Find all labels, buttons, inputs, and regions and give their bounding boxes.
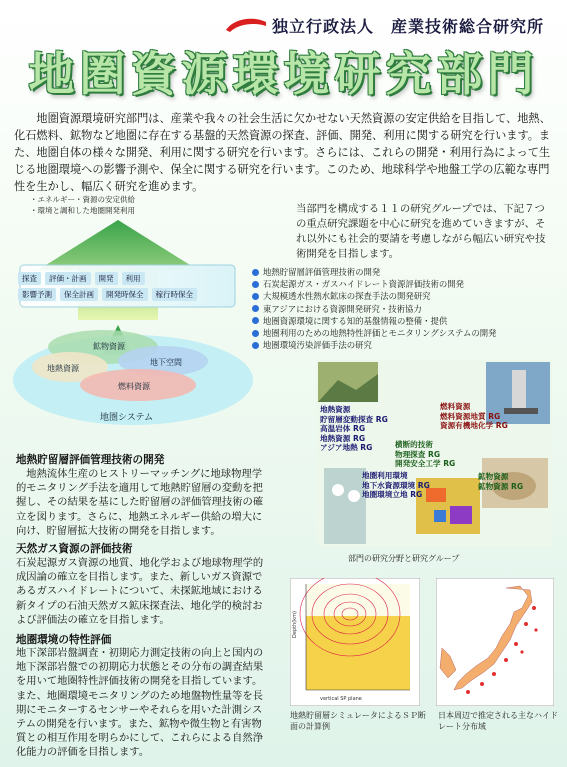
map-caption: 日本周辺で推定される主なハイドレート分布域 — [438, 711, 558, 731]
group-label: 貯留層変動探査 RG — [320, 414, 388, 424]
topic-item: 大規模透水性熱水鉱床の探査手法の開発研究 — [252, 290, 552, 302]
topic-item: 地熱貯留層評価管理技術の開発 — [252, 266, 552, 278]
group-label: 鉱物資源 RG — [478, 481, 524, 491]
topic-item: 地圏利用のための地熱特性評価とモニタリングシステムの開発 — [252, 327, 552, 339]
process-row-2 — [18, 288, 226, 301]
bullet-icon — [252, 330, 259, 337]
process-cell: 開発時保全 — [102, 288, 148, 301]
system-label: 地圏システム — [100, 413, 154, 423]
goal-list — [30, 194, 135, 216]
section-heading: 地熱貯留層評価管理技術の開発 — [16, 454, 165, 466]
sim-ylabel: Depth(km) — [292, 611, 298, 638]
bullet-icon — [252, 305, 259, 312]
process-row-1 — [18, 272, 226, 285]
group-cross — [395, 440, 455, 469]
section-heading: 地圏環境の特性評価 — [16, 634, 112, 646]
process-cell: 利用 — [122, 272, 145, 285]
process-cell: 保全計画 — [60, 288, 98, 301]
section-body: 石炭起源ガス資源の地質、地化学および地球物理学的成因論の確立を目指します。また、新しいガス資源であるガスハイドレートについて、未探鉱地域における新タイプの石油天然ガス鉱床探査法、地化学的検討および評価法の確立を目指します。 — [16, 557, 264, 626]
resource-geothermal: 地熱資源 — [47, 364, 79, 373]
topic-item: 地圏資源環境に関する知的基盤情報の整備・提供 — [252, 315, 552, 327]
group-geothermal — [320, 405, 388, 453]
section-body: 地下深部岩盤調査・初期応力測定技術の向上と国内の地下深部岩盤での初期応力状態とその分布の調査結果を用いて地圏特性評価技術の開発を目指しています。また、地圏環境モニタリングのため地盤物性量等を長期にモニターするセンサーやそれらを用いた計測システムの開発を行います。また、鉱物や微生物と有害物質との相互作用を明らかにして、これらによる自然浄化能力の評価を目指します。 — [16, 647, 264, 759]
bullet-icon — [252, 317, 259, 324]
group-label: 地熱資源 RG — [320, 433, 366, 443]
group-label: 鉱物資源 — [478, 472, 509, 481]
group-label: 物理探査 RG — [395, 449, 441, 459]
bullet-icon — [252, 293, 259, 300]
process-cell: 評価・計画 — [45, 272, 91, 285]
group-label: 地下水資源環境 RG — [362, 480, 430, 490]
process-table — [18, 272, 226, 304]
group-mineral — [478, 472, 523, 491]
bullet-icon — [252, 342, 259, 349]
group-fuel — [440, 402, 508, 431]
sim-xlabel: vertical SP plane — [320, 696, 362, 702]
group-label: 高温岩体 RG — [320, 424, 366, 433]
topic-item: 地圏環境汚染評価手法の研究 — [252, 339, 552, 351]
page-title: 地圏資源環境研究部門 — [28, 47, 539, 101]
resource-mineral: 鉱物資源 — [93, 342, 125, 351]
group-label: 地圏環境立地 RG — [362, 490, 423, 499]
sim-caption: 地熱貯留層シミュレータによるＳＰ断面の計算例 — [290, 711, 426, 731]
research-diagram — [8, 195, 278, 431]
topic-list — [252, 266, 552, 351]
group-label: 燃料資源地質 RG — [440, 411, 501, 421]
process-cell: 探査 — [18, 272, 41, 285]
section-heading: 天然ガス資源の評価技術 — [16, 543, 133, 555]
groups-intro: 当部門を構成する１１の研究グループでは、下記７つの重点研究課題を中心に研究を進めていきますが、それ以外にも社会的要請を考慮しながら幅広い研究や技術開発を目指します。 — [296, 203, 546, 260]
bullet-icon — [252, 281, 259, 288]
topic-item: 東アジアにおける資源開発研究・技術協力 — [252, 303, 552, 315]
japan-hydrate-map — [436, 578, 554, 706]
resource-underground: 地下空間 — [150, 358, 182, 367]
aist-logo — [224, 14, 268, 34]
process-cell: 開発 — [95, 272, 118, 285]
sp-simulation-figure — [290, 578, 420, 706]
process-cell: 影響予測 — [18, 288, 56, 301]
group-label: 燃料資源 — [440, 402, 471, 411]
section-body: 地熱流体生産のヒストリーマッチングに地球物理学的モニタリング手法を適用して地熱貯留層の変動を把握し、その結果を基にした貯留層の評価管理技術の確立を図ります。さらに、地熱エネルギー供給の増大に向け、貯留層拡大技術の開発を目指します。 — [16, 468, 264, 537]
goal-item: ・環境と調和した地圏開発利用 — [30, 206, 135, 215]
topic-item: 石炭起源ガス・ガスハイドレート資源評価技術の開発 — [252, 278, 552, 290]
group-label: アジア地熱 RG — [320, 443, 373, 452]
resource-fuel: 燃料資源 — [118, 382, 150, 391]
process-cell: 稼行時保全 — [152, 288, 198, 301]
organization-name: 独立行政法人 産業技術総合研究所 — [272, 17, 545, 36]
group-label: 資源有機地化学 RG — [440, 421, 508, 430]
intro-paragraph: 地圏資源環境研究部門は、産業や我々の社会生活に欠かせない天然資源の安定供給を目指して、地熱、化石燃料、鉱物など地圏に存在する基盤的天然資源の探査、評価、開発、利用に関する研究を行います。また、地圏自体の様々な開発、利用に関する研究を行います。さらには、これらの開発・利用行為によって生じる地圏環境への影響予測や、保全に関する研究を行います。このため、地球科学や地盤工学の広範な専門性を生かし、幅広く研究を進めます。 — [14, 112, 551, 193]
group-label: 地圏利用環境 — [362, 471, 408, 480]
bullet-icon — [252, 269, 259, 276]
collage-caption: 部門の研究分野と研究グループ — [348, 554, 460, 563]
group-label: 開発安全工学 RG — [395, 459, 456, 468]
group-environment — [362, 471, 430, 500]
goal-item: ・エネルギー・資源の安定供給 — [30, 195, 135, 204]
group-label: 横断的技術 — [395, 440, 433, 449]
group-label: 地熱資源 — [320, 405, 351, 414]
